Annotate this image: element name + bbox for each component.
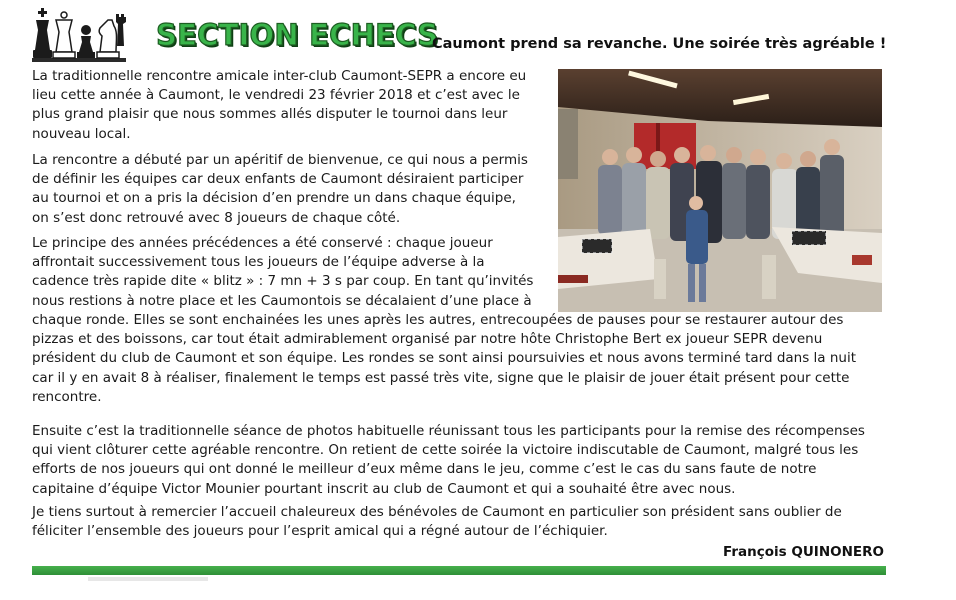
text-line: cadence très rapide dite « blitz » : 7 mn + 3 s par coup. En tant qu’invités	[32, 273, 534, 290]
section-title: SECTION ECHECS	[156, 18, 439, 52]
queen-piece-icon	[53, 12, 75, 58]
text-line: plus grand plaisir que nous sommes allés disputer le tournoi dans leur	[32, 106, 508, 123]
paragraph-teams	[32, 151, 547, 228]
text-line: car il y en avait 8 à réaliser, finalement le temps est passé très vite, signe que le plaisir de jouer était présent pour cette	[32, 369, 850, 386]
footer-divider	[32, 566, 886, 575]
article-headline: Caumont prend sa revanche. Une soirée très agréable !	[432, 36, 887, 52]
text-line: efforts de nos joueurs qui ont donné le meilleur d’eux même dans le jeu, comme c’est le cas du sans faute de notre	[32, 461, 817, 478]
text-line: au tournoi et on a pris la décision d’en prendre un dans chaque équipe,	[32, 190, 516, 207]
text-line: qui vient clôturer cette agréable rencontre. On retient de cette soirée la victoire indiscutable de Caumont, malgré tous les	[32, 442, 859, 459]
rook-piece-icon	[116, 14, 126, 46]
text-line: chaque ronde. Elles se sont enchainées les unes après les autres, entrecoupées de pauses pour se restaurer autour des	[32, 312, 844, 328]
text-line: La traditionnelle rencontre amicale inter-club Caumont-SEPR a encore eu	[32, 68, 527, 84]
text-line: rencontre.	[32, 388, 102, 405]
text-line: de définir les équipes car deux enfants de Caumont désiraient participer	[32, 171, 524, 188]
text-line: lieu cette année à Caumont, le vendredi 23 février 2018 et c’est avec le	[32, 87, 520, 104]
text-line: La rencontre a débuté par un apéritif de bienvenue, ce qui nous a permis	[32, 152, 528, 168]
footer-shadow	[88, 577, 208, 581]
chess-pieces-icon	[30, 6, 128, 64]
paragraph-rules	[32, 234, 547, 311]
group-photo	[558, 69, 882, 312]
paragraph-awards	[32, 422, 888, 499]
paragraph-thanks	[32, 503, 888, 541]
author-signature: François QUINONERO	[722, 544, 884, 560]
king-piece-icon	[33, 8, 52, 58]
text-line: pizzas et des boissons, car tout était admirablement organisé par notre hôte Christophe Bert ex joueur SEPR devenu	[32, 331, 823, 348]
text-line: on s’est donc retrouvé avec 8 joueurs de chaque côté.	[32, 209, 401, 226]
pawn-piece-icon	[77, 25, 95, 58]
knight-piece-icon	[97, 20, 119, 58]
text-line: nouveau local.	[32, 125, 131, 142]
text-line: Le principe des années précédences a été conservé : chaque joueur	[32, 235, 493, 251]
text-line: affrontait successivement tous les joueurs de l’équipe adverse à la	[32, 254, 485, 271]
text-line: Ensuite c’est la traditionnelle séance de photos habituelle réunissant tous les participants pour la remise des récompenses	[32, 423, 865, 439]
paragraph-intro	[32, 67, 547, 144]
text-line: capitaine d’équipe Victor Mounier pourtant inscrit au club de Caumont et qui a souhaité être avec nous.	[32, 480, 736, 497]
text-line: Je tiens surtout à remercier l’accueil chaleureux des bénévoles de Caumont en particulier son président sans oublier de	[32, 504, 842, 520]
text-line: féliciter l’ensemble des joueurs pour l’esprit amical qui a régné autour de l’échiquier.	[32, 523, 608, 540]
text-line: président du club de Caumont et son équipe. Les rondes se sont ainsi poursuivies et nous avons terminé tard dans la nuit	[32, 350, 857, 367]
text-line: nous restions à notre place et les Caumontois se décalaient d’une place à	[32, 292, 532, 309]
paragraph-rules-continued	[32, 311, 888, 407]
